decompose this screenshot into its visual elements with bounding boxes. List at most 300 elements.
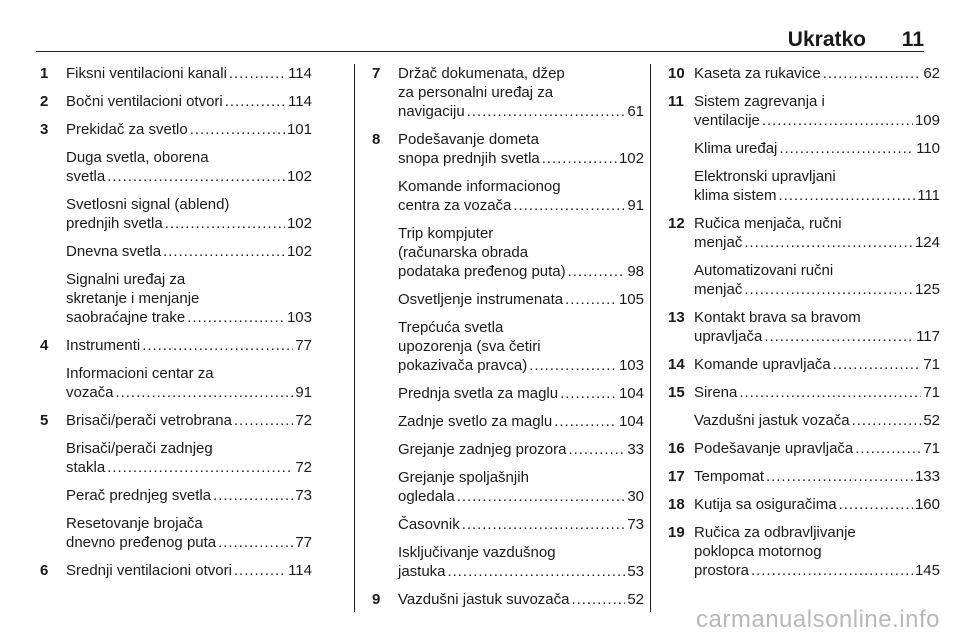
entry-text xyxy=(398,384,644,403)
entry-last-line xyxy=(66,167,312,186)
index-entry xyxy=(668,355,940,374)
index-entry xyxy=(668,495,940,514)
index-entry xyxy=(40,514,312,552)
entry-text xyxy=(66,270,312,327)
item-number xyxy=(372,177,398,215)
index-entry xyxy=(372,412,644,431)
entry-line: skretanje i menjanje xyxy=(66,290,200,307)
entry-label: Brisači/perači vetrobrana xyxy=(66,412,232,429)
dot-leader xyxy=(462,515,626,534)
entry-line: Signalni uređaj za xyxy=(66,271,186,288)
dot-leader xyxy=(107,458,293,477)
dot-leader xyxy=(190,120,285,139)
entry-text xyxy=(694,383,940,402)
item-number: 10 xyxy=(668,65,685,82)
entry-label: Instrumenti xyxy=(66,337,141,354)
entry-text xyxy=(66,486,312,505)
entry-line: Držač dokumenata, džep xyxy=(398,65,565,82)
item-number: 17 xyxy=(668,468,685,485)
page-number: 11 xyxy=(901,28,924,51)
entry-text xyxy=(694,355,940,374)
entry-last-line xyxy=(398,384,644,403)
entry-label: saobraćajne trake xyxy=(66,309,186,326)
header-rule xyxy=(36,51,924,52)
item-number xyxy=(40,148,66,186)
dot-leader xyxy=(213,486,293,505)
index-entry xyxy=(668,523,940,580)
entry-line: Kontakt brava sa bravom xyxy=(694,309,861,326)
item-number xyxy=(372,224,398,281)
entry-label: pokazivača pravca) xyxy=(398,357,528,374)
page-reference: 102 xyxy=(286,168,312,185)
dot-leader xyxy=(744,280,913,299)
dot-leader xyxy=(839,495,913,514)
dot-leader xyxy=(855,439,921,458)
item-number xyxy=(668,261,694,299)
page-reference: 71 xyxy=(923,440,940,457)
dot-leader xyxy=(218,533,293,552)
entry-text xyxy=(398,290,644,309)
entry-last-line xyxy=(694,186,940,205)
entry-text xyxy=(694,214,940,252)
entry-last-line xyxy=(694,383,940,402)
item-number: 13 xyxy=(668,309,685,326)
entry-last-line xyxy=(66,336,312,355)
index-entry xyxy=(668,214,940,252)
entry-last-line xyxy=(66,214,312,233)
page-reference: 133 xyxy=(914,468,940,485)
entry-line: Informacioni centar za xyxy=(66,365,214,382)
index-entry xyxy=(668,467,940,486)
dot-leader xyxy=(142,336,293,355)
entry-last-line xyxy=(694,439,940,458)
entry-last-line xyxy=(398,262,644,281)
index-entry xyxy=(40,120,312,139)
item-number: 4 xyxy=(40,337,49,354)
item-number: 3 xyxy=(40,121,49,138)
entry-line: Brisači/perači zadnjeg xyxy=(66,440,213,457)
entry-label: navigaciju xyxy=(398,103,465,120)
entry-label: Tempomat xyxy=(694,468,765,485)
item-number: 8 xyxy=(372,131,381,148)
entry-last-line xyxy=(694,411,940,430)
dot-leader xyxy=(833,355,922,374)
dot-leader xyxy=(165,214,285,233)
entry-last-line xyxy=(66,533,312,552)
entry-text xyxy=(66,195,312,233)
entry-last-line xyxy=(398,102,644,121)
entry-label: Podešavanje upravljača xyxy=(694,440,854,457)
index-entry xyxy=(372,224,644,281)
entry-text xyxy=(398,543,644,581)
page-reference: 145 xyxy=(914,562,940,579)
entry-label: Dnevna svetla xyxy=(66,243,162,260)
page-reference: 114 xyxy=(288,562,312,579)
page-reference: 160 xyxy=(914,496,940,513)
dot-leader xyxy=(560,384,617,403)
entry-label: podataka pređenog puta) xyxy=(398,263,566,280)
column-divider xyxy=(354,64,355,612)
entry-last-line xyxy=(398,515,644,534)
dot-leader xyxy=(568,262,626,281)
index-entry xyxy=(372,515,644,534)
index-entry xyxy=(372,130,644,168)
watermark: carmanualsonline.info xyxy=(696,606,940,633)
page-reference: 52 xyxy=(923,412,940,429)
entry-last-line xyxy=(694,233,940,252)
entry-label: prednjih svetla xyxy=(66,215,163,232)
index-entry xyxy=(668,261,940,299)
dot-leader xyxy=(229,64,286,83)
entry-text xyxy=(66,64,312,83)
entry-label: ogledala xyxy=(398,488,455,505)
item-number: 14 xyxy=(668,356,685,373)
entry-last-line xyxy=(694,280,940,299)
entry-text xyxy=(398,177,644,215)
item-number xyxy=(668,411,694,430)
page-header xyxy=(36,28,924,52)
item-number xyxy=(40,514,66,552)
page-reference: 102 xyxy=(286,215,312,232)
entry-label: upravljača xyxy=(694,328,763,345)
index-entry xyxy=(40,411,312,430)
index-entry xyxy=(372,177,644,215)
entry-label: Kutija sa osiguračima xyxy=(694,496,837,513)
entry-text xyxy=(398,468,644,506)
page-reference: 33 xyxy=(627,441,644,458)
entry-text xyxy=(66,120,312,139)
dot-leader xyxy=(744,233,913,252)
page-reference: 71 xyxy=(923,384,940,401)
entry-label: Komande upravljača xyxy=(694,356,831,373)
index-entry xyxy=(372,384,644,403)
item-number xyxy=(40,195,66,233)
entry-text xyxy=(398,318,644,375)
dot-leader xyxy=(554,412,617,431)
item-number: 18 xyxy=(668,496,685,513)
dot-leader xyxy=(116,383,294,402)
entry-label: dnevno pređenog puta xyxy=(66,534,217,551)
item-number xyxy=(372,515,398,534)
dot-leader xyxy=(779,186,916,205)
entry-text xyxy=(694,92,940,130)
entry-text xyxy=(398,515,644,534)
page-reference: 105 xyxy=(618,291,644,308)
dot-leader xyxy=(852,411,922,430)
toc-column-2 xyxy=(372,64,644,618)
index-entry xyxy=(372,64,644,121)
index-entry xyxy=(668,308,940,346)
page-reference: 61 xyxy=(627,103,644,120)
entry-line: Ručica za odbravljivanje xyxy=(694,524,856,541)
page-reference: 117 xyxy=(916,328,940,345)
page-reference: 110 xyxy=(916,140,940,157)
entry-text xyxy=(398,224,644,281)
page-reference: 124 xyxy=(914,234,940,251)
entry-last-line xyxy=(66,92,312,111)
entry-line: Trepćuća svetla xyxy=(398,319,504,336)
entry-label: Vazdušni jastuk vozača xyxy=(694,412,850,429)
page-reference: 102 xyxy=(286,243,312,260)
dot-leader xyxy=(457,487,626,506)
index-entry xyxy=(668,92,940,130)
entry-line: (računarska obrada xyxy=(398,244,529,261)
entry-last-line xyxy=(66,242,312,261)
entry-text xyxy=(66,514,312,552)
index-entry xyxy=(668,383,940,402)
page-reference: 98 xyxy=(627,263,644,280)
dot-leader xyxy=(571,590,625,609)
item-number xyxy=(372,543,398,581)
entry-last-line xyxy=(398,196,644,215)
entry-last-line xyxy=(398,487,644,506)
index-entry xyxy=(40,270,312,327)
entry-label: menjač xyxy=(694,234,743,251)
item-number: 9 xyxy=(372,591,381,608)
dot-leader xyxy=(739,383,921,402)
page-reference: 53 xyxy=(627,563,644,580)
page-reference: 73 xyxy=(627,516,644,533)
entry-label: Osvetljenje instrumenata xyxy=(398,291,564,308)
page-reference: 77 xyxy=(295,534,312,551)
dot-leader xyxy=(187,308,285,327)
page-reference: 72 xyxy=(295,459,312,476)
entry-text xyxy=(66,364,312,402)
page-reference: 91 xyxy=(627,197,644,214)
entry-line: Svetlosni signal (ablend) xyxy=(66,196,230,213)
entry-text xyxy=(66,242,312,261)
entry-text xyxy=(66,336,312,355)
dot-leader xyxy=(234,411,293,430)
page-reference: 114 xyxy=(288,93,312,110)
entry-line: poklopca motornog xyxy=(694,543,822,560)
item-number xyxy=(40,439,66,477)
item-number xyxy=(40,486,66,505)
item-number: 1 xyxy=(40,65,49,82)
index-entry xyxy=(40,64,312,83)
item-number xyxy=(372,412,398,431)
item-number: 15 xyxy=(668,384,685,401)
index-entry xyxy=(372,440,644,459)
dot-leader xyxy=(234,561,286,580)
entry-last-line xyxy=(694,139,940,158)
entry-label: Sirena xyxy=(694,384,738,401)
entry-last-line xyxy=(66,120,312,139)
index-entry xyxy=(40,92,312,111)
entry-label: prostora xyxy=(694,562,750,579)
index-entry xyxy=(40,486,312,505)
item-number xyxy=(372,468,398,506)
entry-label: ventilacije xyxy=(694,112,760,129)
item-number xyxy=(668,139,694,158)
section-title: Ukratko xyxy=(787,28,866,51)
entry-text xyxy=(694,523,940,580)
entry-text xyxy=(398,412,644,431)
entry-line: Grejanje spoljašnjih xyxy=(398,469,529,486)
item-number xyxy=(40,364,66,402)
dot-leader xyxy=(565,290,617,309)
page-reference: 114 xyxy=(288,65,312,82)
entry-line: Automatizovani ručni xyxy=(694,262,834,279)
page-reference: 71 xyxy=(923,356,940,373)
entry-last-line xyxy=(66,411,312,430)
item-number xyxy=(372,318,398,375)
item-number: 11 xyxy=(668,93,684,110)
entry-label: menjač xyxy=(694,281,743,298)
index-entry xyxy=(668,139,940,158)
item-number xyxy=(372,384,398,403)
item-number: 6 xyxy=(40,562,49,579)
entry-line: Resetovanje brojača xyxy=(66,515,203,532)
dot-leader xyxy=(513,196,625,215)
index-entry xyxy=(40,439,312,477)
index-entry xyxy=(668,439,940,458)
entry-last-line xyxy=(694,64,940,83)
entry-label: svetla xyxy=(66,168,106,185)
entry-label: Vazdušni jastuk suvozača xyxy=(398,591,570,608)
item-number: 12 xyxy=(668,215,685,232)
entry-last-line xyxy=(398,356,644,375)
entry-label: Grejanje zadnjeg prozora xyxy=(398,441,567,458)
dot-leader xyxy=(163,242,285,261)
dot-leader xyxy=(779,139,914,158)
entry-label: Prednja svetla za maglu xyxy=(398,385,559,402)
entry-last-line xyxy=(694,327,940,346)
item-number: 5 xyxy=(40,412,49,429)
page-reference: 73 xyxy=(295,487,312,504)
entry-text xyxy=(694,139,940,158)
entry-label: stakla xyxy=(66,459,106,476)
page-reference: 104 xyxy=(618,413,644,430)
page-reference: 103 xyxy=(286,309,312,326)
entry-label: jastuka xyxy=(398,563,446,580)
dot-leader xyxy=(225,92,286,111)
page-reference: 102 xyxy=(618,150,644,167)
entry-line: Sistem zagrevanja i xyxy=(694,93,825,110)
page-reference: 103 xyxy=(618,357,644,374)
entry-label: klima sistem xyxy=(694,187,777,204)
entry-text xyxy=(398,590,644,609)
index-entry xyxy=(40,336,312,355)
dot-leader xyxy=(467,102,626,121)
entry-label: Perač prednjeg svetla xyxy=(66,487,212,504)
entry-label: snopa prednjih svetla xyxy=(398,150,540,167)
item-number: 19 xyxy=(668,524,685,541)
entry-label: vozača xyxy=(66,384,114,401)
entry-label: Klima uređaj xyxy=(694,140,778,157)
dot-leader xyxy=(529,356,617,375)
entry-text xyxy=(694,167,940,205)
item-number xyxy=(40,242,66,261)
entry-text xyxy=(66,148,312,186)
dot-leader xyxy=(762,111,913,130)
entry-label: Kaseta za rukavice xyxy=(694,65,821,82)
dot-leader xyxy=(766,467,913,486)
page-reference: 104 xyxy=(618,385,644,402)
entry-last-line xyxy=(694,355,940,374)
entry-text xyxy=(398,64,644,121)
entry-line: Duga svetla, oborena xyxy=(66,149,209,166)
entry-line: Elektronski upravljani xyxy=(694,168,836,185)
item-number: 2 xyxy=(40,93,49,110)
entry-line: za personalni uređaj za xyxy=(398,84,554,101)
item-number: 16 xyxy=(668,440,685,457)
index-entry xyxy=(40,148,312,186)
entry-text xyxy=(694,467,940,486)
entry-last-line xyxy=(694,467,940,486)
entry-last-line xyxy=(66,486,312,505)
entry-line: Ručica menjača, ručni xyxy=(694,215,842,232)
entry-line: upozorenja (sva četiri xyxy=(398,338,541,355)
entry-line: Trip kompjuter xyxy=(398,225,494,242)
index-entry xyxy=(40,195,312,233)
toc-column-3 xyxy=(668,64,940,589)
entry-last-line xyxy=(398,149,644,168)
index-entry xyxy=(372,290,644,309)
entry-text xyxy=(66,411,312,430)
dot-leader xyxy=(448,562,626,581)
item-number xyxy=(40,270,66,327)
item-number xyxy=(372,440,398,459)
page-reference: 111 xyxy=(917,187,940,204)
page-reference: 77 xyxy=(295,337,312,354)
index-entry xyxy=(372,468,644,506)
page-reference: 91 xyxy=(295,384,312,401)
entry-text xyxy=(694,308,940,346)
item-number xyxy=(372,290,398,309)
item-number: 7 xyxy=(372,65,381,82)
entry-text xyxy=(694,495,940,514)
page-reference: 72 xyxy=(295,412,312,429)
entry-text xyxy=(66,561,312,580)
entry-label: centra za vozača xyxy=(398,197,512,214)
page-reference: 62 xyxy=(923,65,940,82)
entry-text xyxy=(694,261,940,299)
entry-label: Bočni ventilacioni otvori xyxy=(66,93,223,110)
dot-leader xyxy=(107,167,285,186)
entry-text xyxy=(66,439,312,477)
index-entry xyxy=(668,167,940,205)
toc-column-1 xyxy=(40,64,312,589)
entry-last-line xyxy=(694,561,940,580)
index-entry xyxy=(40,242,312,261)
index-entry xyxy=(372,543,644,581)
entry-text xyxy=(66,92,312,111)
index-entry xyxy=(372,318,644,375)
index-entry xyxy=(668,64,940,83)
column-divider xyxy=(650,64,651,612)
dot-leader xyxy=(764,327,914,346)
entry-last-line xyxy=(398,412,644,431)
item-number xyxy=(668,167,694,205)
index-entry xyxy=(40,561,312,580)
dot-leader xyxy=(542,149,617,168)
entry-last-line xyxy=(66,458,312,477)
entry-text xyxy=(398,130,644,168)
page-reference: 30 xyxy=(627,488,644,505)
entry-last-line xyxy=(398,562,644,581)
entry-line: Komande informacionog xyxy=(398,178,561,195)
entry-label: Zadnje svetlo za maglu xyxy=(398,413,553,430)
entry-last-line xyxy=(66,64,312,83)
entry-last-line xyxy=(398,590,644,609)
page-reference: 101 xyxy=(286,121,312,138)
entry-label: Prekidač za svetlo xyxy=(66,121,188,138)
entry-line: Isključivanje vazdušnog xyxy=(398,544,556,561)
entry-last-line xyxy=(398,290,644,309)
entry-last-line xyxy=(694,495,940,514)
page-reference: 125 xyxy=(914,281,940,298)
